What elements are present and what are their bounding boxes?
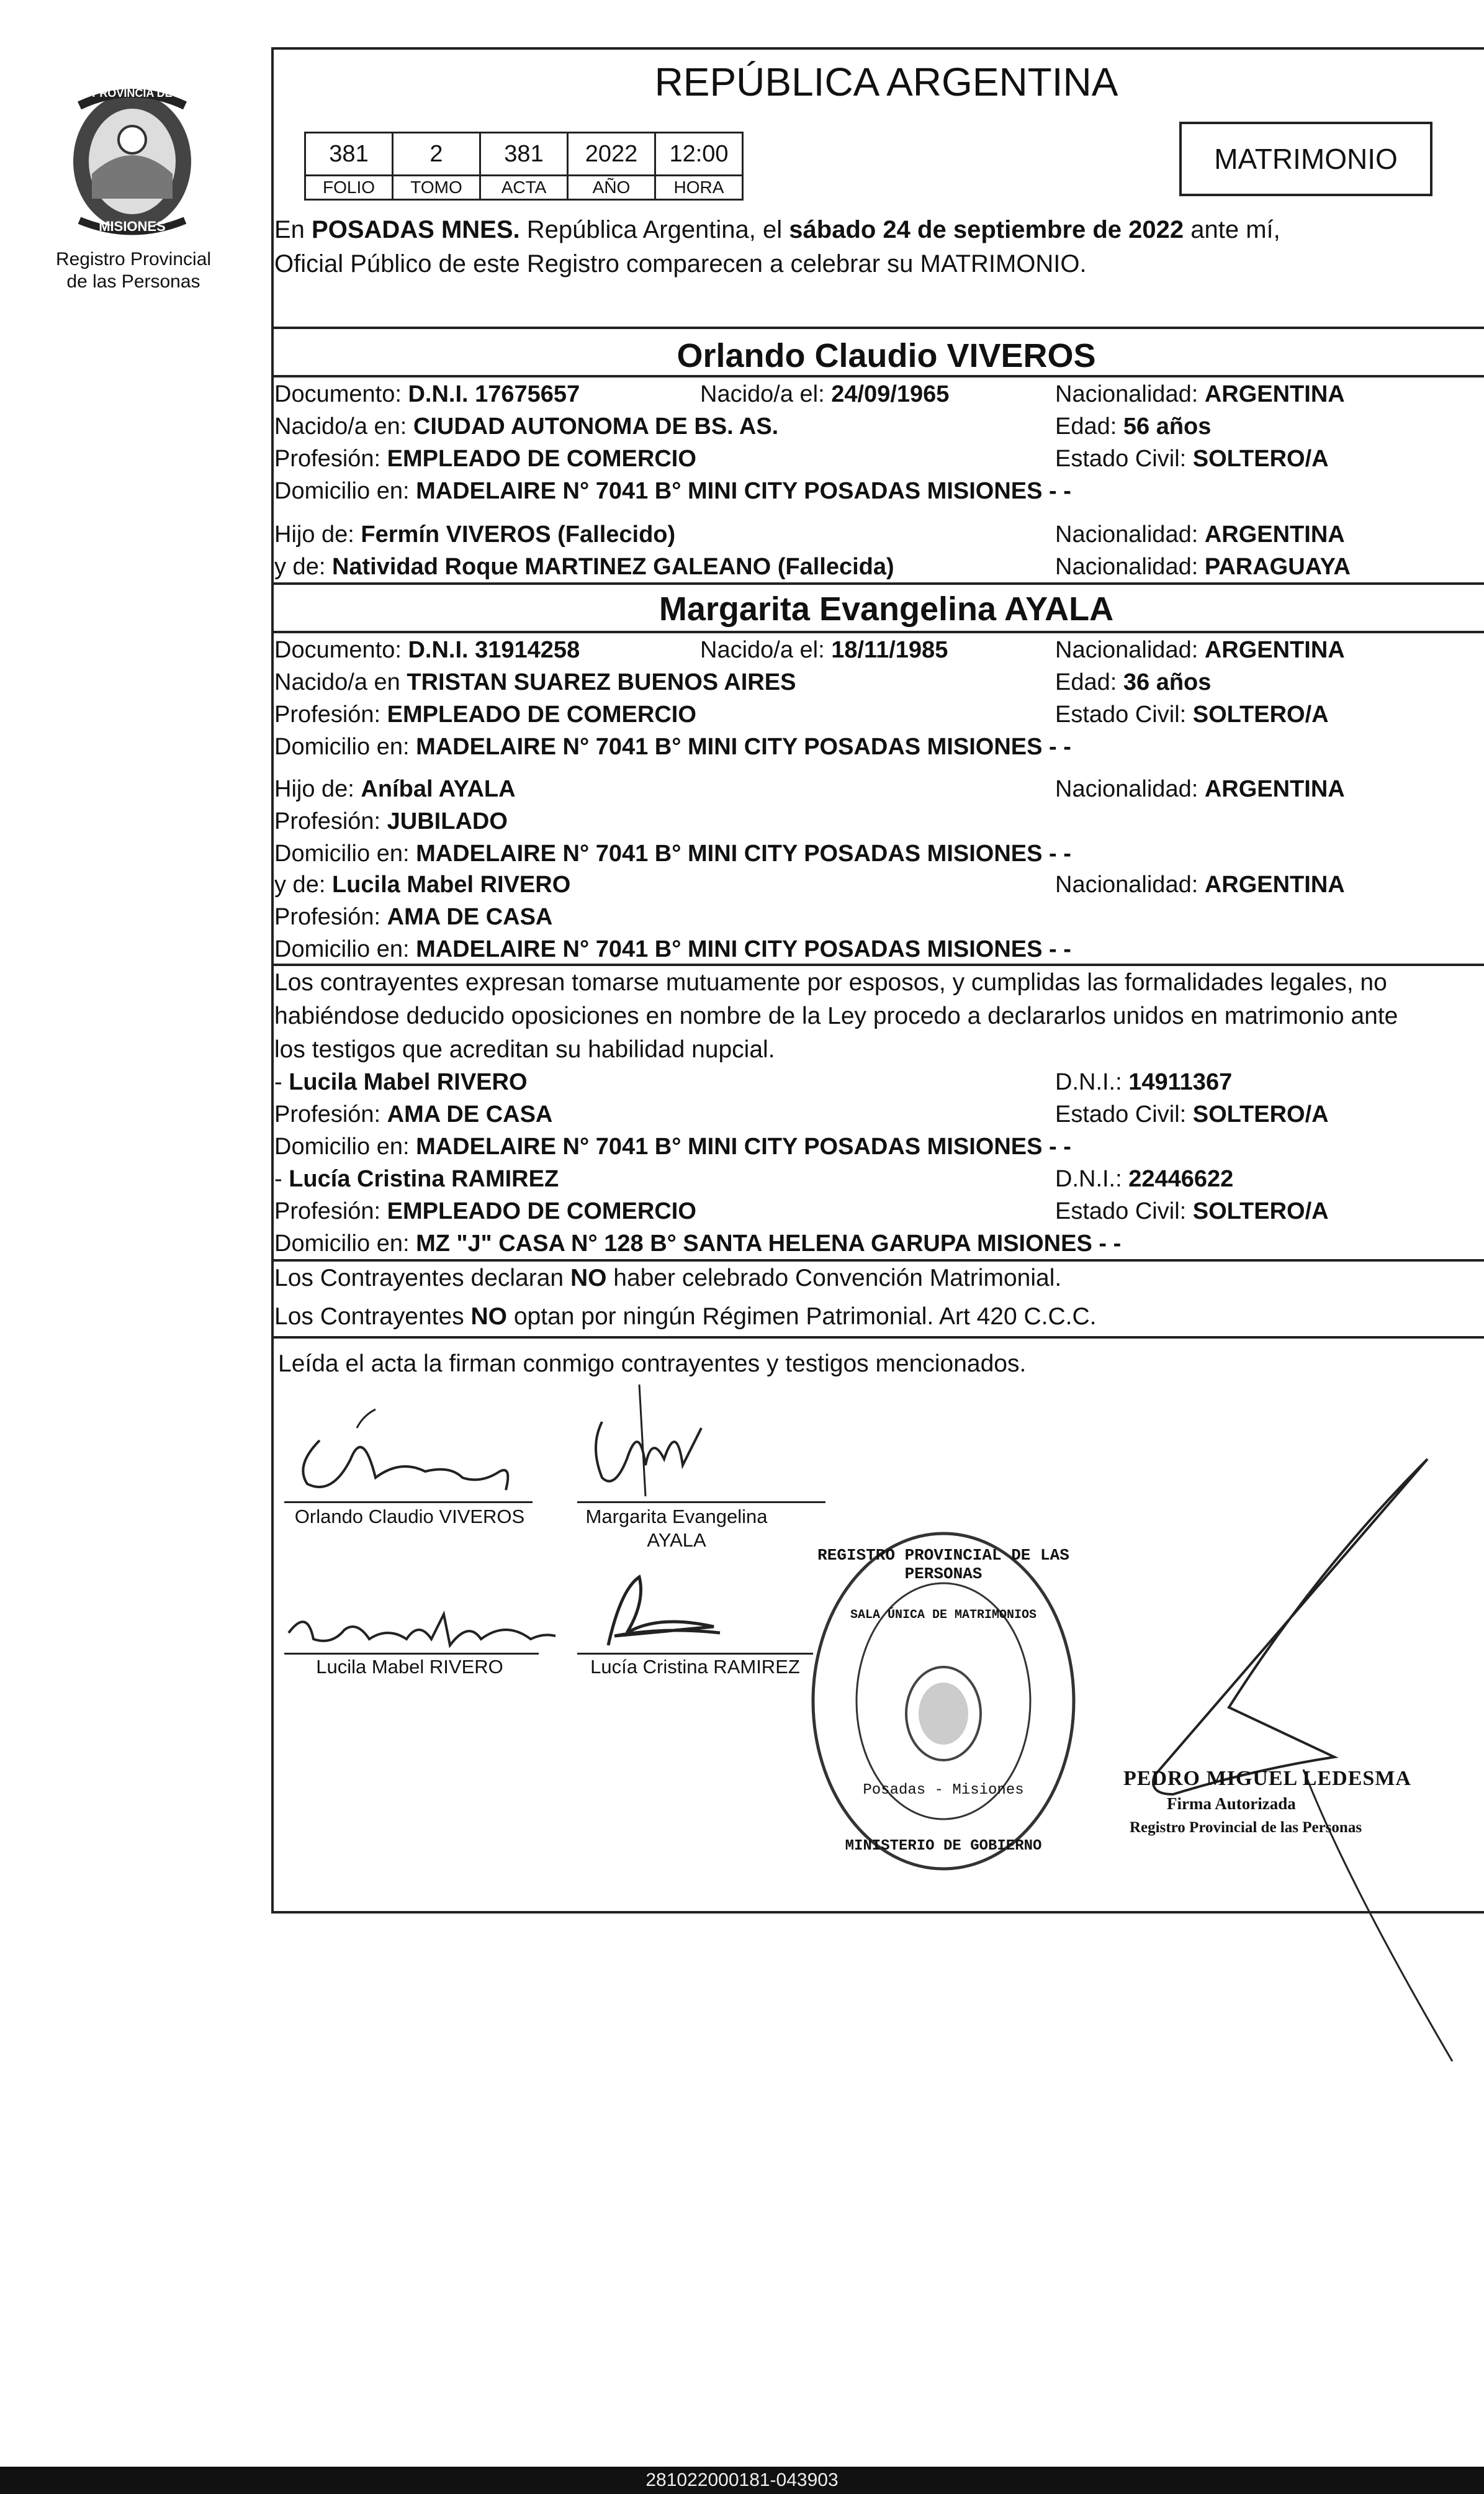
- bride-profession: [274, 699, 696, 730]
- label: Profesión:: [274, 808, 387, 834]
- witness2-civil-status: [1055, 1196, 1329, 1227]
- acta-value: 381: [480, 133, 568, 176]
- groom-age-value: 56 años: [1123, 413, 1212, 440]
- witness1-dni-value: 14911367: [1128, 1069, 1233, 1095]
- groom-nationality: [1055, 379, 1345, 410]
- footer-code: 281022000181-043903: [645, 2470, 839, 2490]
- label: Nacido/a en: [274, 669, 407, 695]
- stamp-lower-text: Posadas - Misiones: [863, 1782, 1024, 1799]
- bride-mother-address-value: MADELAIRE N° 7041 B° MINI CITY POSADAS MISIONES - -: [416, 936, 1071, 962]
- official-signature-icon: [1130, 1447, 1465, 2067]
- groom-signature-icon: [282, 1403, 555, 1502]
- tomo-label: TOMO: [393, 176, 480, 200]
- label: Profesión:: [274, 446, 387, 472]
- label: y de:: [274, 554, 332, 580]
- intro-text-b: República Argentina, el: [519, 216, 789, 243]
- groom-signature-caption: Orlando Claudio VIVEROS: [294, 1506, 525, 1527]
- text: optan por ningún Régimen Patrimonial. Art 420 C.C.C.: [507, 1303, 1097, 1330]
- witness2-profession: [274, 1196, 696, 1227]
- label: Nacionalidad:: [1055, 381, 1205, 407]
- divider: [273, 1336, 1484, 1339]
- divider: [273, 1259, 1484, 1262]
- divider: [273, 582, 1484, 585]
- intro-line2: Oficial Público de este Registro comparecen a celebrar su MATRIMONIO.: [274, 250, 1087, 278]
- witness1-dni: [1055, 1067, 1232, 1098]
- bride-mother-value: Lucila Mabel RIVERO: [331, 872, 571, 898]
- groom-birthdate: 24/09/1965: [831, 381, 950, 407]
- text: haber celebrado Convención Matrimonial.: [606, 1265, 1062, 1291]
- groom-doc: [274, 379, 580, 410]
- bride-doc: [274, 635, 580, 666]
- label: Documento:: [274, 637, 408, 663]
- signature-line: [577, 1653, 813, 1655]
- label: Domicilio en:: [274, 841, 416, 867]
- witness1-signature-icon: [282, 1596, 568, 1658]
- groom-father-nat: [1055, 519, 1345, 550]
- bride-dni: D.N.I. 31914258: [408, 637, 580, 663]
- label: Nacido/a el:: [700, 637, 832, 663]
- bride-father-nat: [1055, 774, 1345, 805]
- hora-value: 12:00: [655, 133, 743, 176]
- groom-mother-value: Natividad Roque MARTINEZ GALEANO (Fallecida): [331, 554, 894, 580]
- groom-birthplace: [274, 411, 778, 442]
- groom-name: Orlando Claudio VIVEROS: [677, 337, 1096, 374]
- folio-label: FOLIO: [305, 176, 393, 200]
- groom-civil-status: [1055, 443, 1329, 474]
- witness1-address-value: MADELAIRE N° 7041 B° MINI CITY POSADAS MISIONES - -: [416, 1134, 1071, 1160]
- bride-name: Margarita Evangelina AYALA: [659, 590, 1114, 628]
- convention-line1: [274, 1263, 1061, 1294]
- bride-nationality: [1055, 635, 1345, 666]
- witness1-prof-value: AMA DE CASA: [387, 1101, 553, 1127]
- bride-father-prof-value: JUBILADO: [387, 808, 508, 834]
- label: Nacionalidad:: [1055, 522, 1205, 548]
- signature-line: [284, 1501, 533, 1503]
- official-name: PEDRO MIGUEL LEDESMA: [1123, 1767, 1411, 1790]
- emphasis: NO: [570, 1265, 607, 1291]
- bride-father-nat-value: ARGENTINA: [1204, 776, 1345, 802]
- witness2-dni: [1055, 1163, 1233, 1195]
- intro-date: sábado 24 de septiembre de 2022: [789, 216, 1184, 243]
- tomo-value: 2: [393, 133, 480, 176]
- intro-line1: [274, 214, 1280, 245]
- witness1-civil-status: [1055, 1099, 1329, 1130]
- bride-signature-icon: [577, 1385, 739, 1502]
- bride-father-address: [274, 838, 1071, 869]
- official-org: Registro Provincial de las Personas: [1130, 1819, 1362, 1836]
- label: D.N.I.:: [1055, 1069, 1129, 1095]
- official-role: Firma Autorizada: [1167, 1794, 1296, 1813]
- stamp-bottom-text: MINISTERIO DE GOBIERNO: [845, 1838, 1042, 1855]
- label: Edad:: [1055, 413, 1123, 440]
- logo-caption: [37, 248, 230, 293]
- divider: [273, 631, 1484, 633]
- witness2-dni-value: 22446622: [1128, 1166, 1234, 1192]
- witness1-address: [274, 1131, 1071, 1162]
- label: Estado Civil:: [1055, 446, 1193, 472]
- witness1-name: [274, 1067, 528, 1098]
- signature-line: [284, 1653, 539, 1655]
- bride-sig-line1: Margarita Evangelina: [585, 1506, 768, 1527]
- bride-mother: [274, 869, 570, 900]
- witness2-name-value: Lucía Cristina RAMIREZ: [289, 1166, 559, 1192]
- witness2-address: [274, 1228, 1121, 1259]
- witness2-address-value: MZ "J" CASA N° 128 B° SANTA HELENA GARUPA MISIONES - -: [416, 1231, 1122, 1257]
- bride-signature-caption: [577, 1505, 776, 1552]
- bride-father-profession: [274, 806, 508, 837]
- text: Los Contrayentes declaran: [274, 1265, 570, 1291]
- label: Estado Civil:: [1055, 1198, 1193, 1224]
- bride-father-value: Aníbal AYALA: [361, 776, 516, 802]
- label: Nacionalidad:: [1055, 776, 1205, 802]
- acta-label: ACTA: [480, 176, 568, 200]
- witness2-signature-icon: [590, 1565, 739, 1658]
- groom-address: [274, 476, 1071, 507]
- label: Documento:: [274, 381, 408, 407]
- divider: [273, 964, 1484, 966]
- bride-mother-nat-value: ARGENTINA: [1204, 872, 1345, 898]
- official-stamp: [807, 1527, 1080, 1875]
- groom-mother: [274, 551, 894, 582]
- bride-born: [700, 635, 948, 666]
- groom-father: [274, 519, 675, 550]
- bride-mother-profession: [274, 901, 552, 933]
- label: Profesión:: [274, 1198, 387, 1224]
- seal-text-bottom: MISIONES: [99, 219, 166, 234]
- bride-mother-nat: [1055, 869, 1345, 900]
- label: Estado Civil:: [1055, 1101, 1193, 1127]
- intro-text-c: ante mí,: [1184, 216, 1280, 243]
- text: Los Contrayentes: [274, 1303, 471, 1330]
- province-seal-icon: [55, 81, 210, 236]
- label: D.N.I.:: [1055, 1166, 1129, 1192]
- label: Nacionalidad:: [1055, 637, 1205, 663]
- groom-address-value: MADELAIRE N° 7041 B° MINI CITY POSADAS MISIONES - -: [416, 478, 1071, 504]
- witness1-signature-caption: Lucila Mabel RIVERO: [316, 1656, 503, 1678]
- witness2-signature-caption: Lucía Cristina RAMIREZ: [590, 1656, 800, 1678]
- witness2-civil-value: SOLTERO/A: [1192, 1198, 1329, 1224]
- groom-age: [1055, 411, 1211, 442]
- label: y de:: [274, 872, 332, 898]
- label: Edad:: [1055, 669, 1123, 695]
- groom-dni: D.N.I. 17675657: [408, 381, 580, 407]
- label: Profesión:: [274, 702, 387, 728]
- bride-address: [274, 731, 1071, 762]
- logo-caption-line1: Registro Provincial: [55, 249, 212, 269]
- bride-mother-prof-value: AMA DE CASA: [387, 904, 553, 930]
- intro-city: POSADAS MNES.: [312, 216, 520, 243]
- stamp-inner-text: SALA ÚNICA DE MATRIMONIOS: [850, 1608, 1037, 1622]
- groom-civil-value: SOLTERO/A: [1192, 446, 1329, 472]
- groom-nat-value: ARGENTINA: [1204, 381, 1345, 407]
- bride-birthdate: 18/11/1985: [831, 637, 948, 663]
- witness1-name-value: Lucila Mabel RIVERO: [289, 1069, 528, 1095]
- bride-prof-value: EMPLEADO DE COMERCIO: [387, 702, 696, 728]
- bullet: -: [274, 1069, 289, 1095]
- doc-type: MATRIMONIO: [1214, 143, 1398, 175]
- bride-age: [1055, 667, 1211, 698]
- label: Domicilio en:: [274, 1231, 416, 1257]
- label: Nacido/a en:: [274, 413, 413, 440]
- label: Domicilio en:: [274, 1134, 416, 1160]
- witness2-name: [274, 1163, 559, 1195]
- bride-birthplace-value: TRISTAN SUAREZ BUENOS AIRES: [407, 669, 796, 695]
- witness2-prof-value: EMPLEADO DE COMERCIO: [387, 1198, 696, 1224]
- bride-civil-status: [1055, 699, 1329, 730]
- bride-father: [274, 774, 516, 805]
- anio-label: AÑO: [568, 176, 655, 200]
- divider: [273, 327, 1484, 329]
- label: Estado Civil:: [1055, 702, 1193, 728]
- label: Hijo de:: [274, 522, 361, 548]
- groom-father-value: Fermín VIVEROS (Fallecido): [361, 522, 676, 548]
- groom-born: [700, 379, 949, 410]
- closing-text: Leída el acta la firman conmigo contrayentes y testigos mencionados.: [278, 1350, 1027, 1377]
- anio-value: 2022: [568, 133, 655, 176]
- footer-bar: [0, 2467, 1484, 2494]
- groom-profession: [274, 443, 696, 474]
- label: Profesión:: [274, 904, 387, 930]
- logo-caption-line2: de las Personas: [66, 271, 200, 292]
- signature-line: [577, 1501, 825, 1503]
- seal-text-top: PROVINCIA DE: [92, 87, 173, 99]
- divider: [273, 375, 1484, 377]
- intro-text-a: En: [274, 216, 312, 243]
- label: Hijo de:: [274, 776, 361, 802]
- registry-logo: [55, 81, 210, 242]
- bride-nat-value: ARGENTINA: [1204, 637, 1345, 663]
- label: Nacido/a el:: [700, 381, 832, 407]
- groom-prof-value: EMPLEADO DE COMERCIO: [387, 446, 696, 472]
- groom-mother-nat: [1055, 551, 1351, 582]
- folio-value: 381: [305, 133, 393, 176]
- label: Nacionalidad:: [1055, 872, 1205, 898]
- declaration-line1: Los contrayentes expresan tomarse mutuamente por esposos, y cumplidas las formalidades legales, no: [274, 969, 1387, 996]
- page-title: REPÚBLICA ARGENTINA: [654, 60, 1118, 104]
- bride-mother-address: [274, 934, 1071, 965]
- label: Domicilio en:: [274, 936, 416, 962]
- declaration-line2: habiéndose deducido oposiciones en nombre de la Ley procedo a declararlos unidos en matrimonio ante: [274, 1003, 1398, 1029]
- convention-line2: [274, 1301, 1097, 1332]
- label: Domicilio en:: [274, 734, 416, 760]
- witness1-profession: [274, 1099, 552, 1130]
- declaration-line3: los testigos que acreditan su habilidad nupcial.: [274, 1036, 775, 1063]
- groom-birthplace-value: CIUDAD AUTONOMA DE BS. AS.: [413, 413, 779, 440]
- bride-birthplace: [274, 667, 796, 698]
- bullet: -: [274, 1166, 289, 1192]
- stamp-outer-text: REGISTRO PROVINCIAL DE LAS PERSONAS: [817, 1546, 1069, 1583]
- bride-civil-value: SOLTERO/A: [1192, 702, 1329, 728]
- emphasis: NO: [470, 1303, 508, 1330]
- doc-type-box: [1179, 122, 1432, 196]
- label: Profesión:: [274, 1101, 387, 1127]
- label: Nacionalidad:: [1055, 554, 1205, 580]
- groom-father-nat-value: ARGENTINA: [1204, 522, 1345, 548]
- hora-label: HORA: [655, 176, 743, 200]
- record-table: [304, 132, 744, 201]
- groom-mother-nat-value: PARAGUAYA: [1204, 554, 1351, 580]
- bride-father-address-value: MADELAIRE N° 7041 B° MINI CITY POSADAS MISIONES - -: [416, 841, 1071, 867]
- label: Domicilio en:: [274, 478, 416, 504]
- bride-age-value: 36 años: [1123, 669, 1212, 695]
- bride-sig-line2: AYALA: [647, 1529, 706, 1551]
- bride-address-value: MADELAIRE N° 7041 B° MINI CITY POSADAS MISIONES - -: [416, 734, 1071, 760]
- witness1-civil-value: SOLTERO/A: [1192, 1101, 1329, 1127]
